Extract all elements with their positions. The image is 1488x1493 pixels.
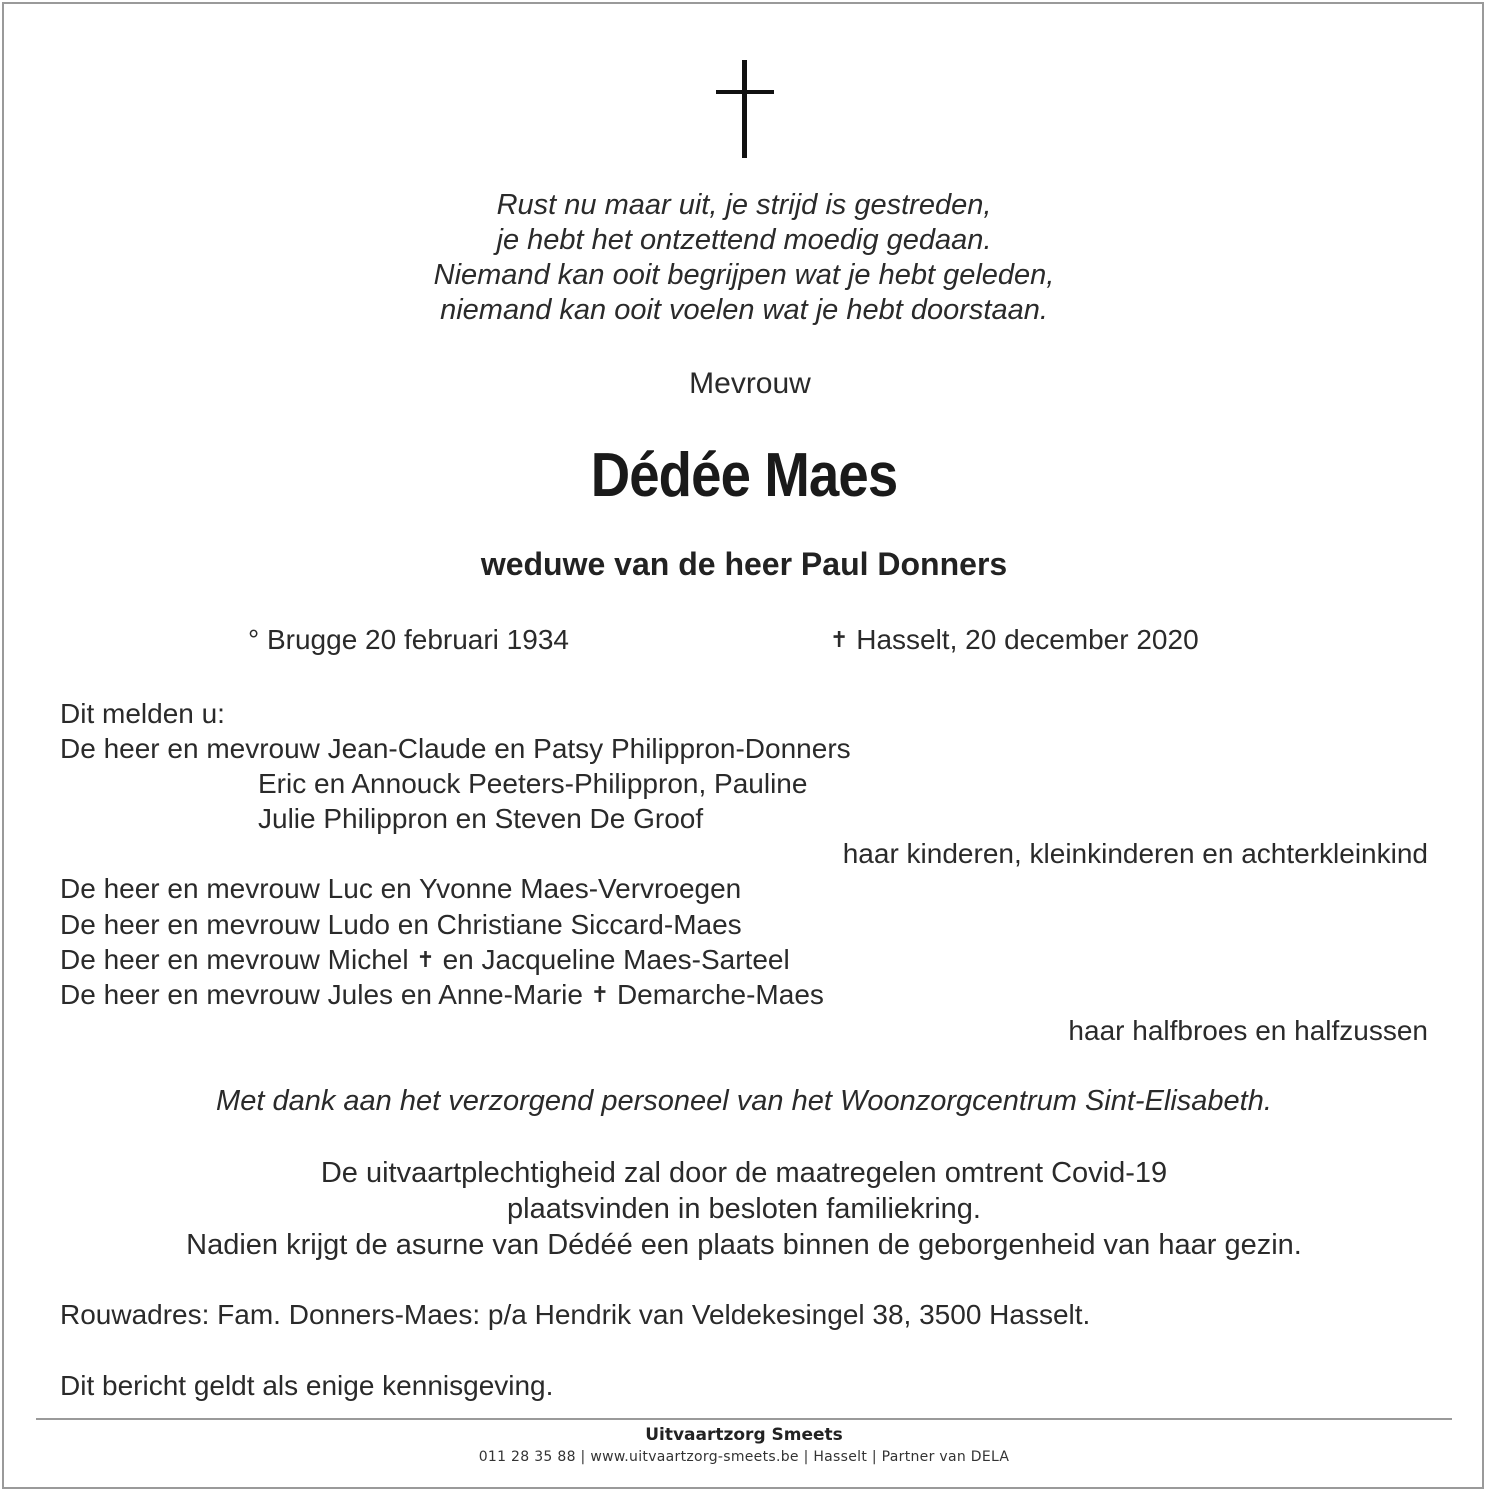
poem-line: niemand kan ooit voelen wat je hebt doorstaan. [440, 294, 1048, 326]
children-caption: haar kinderen, kleinkinderen en achterkleinkind [842, 838, 1428, 869]
death-date: Hasselt, 20 december 2020 [856, 624, 1199, 655]
deceased-name: Dédée Maes [590, 441, 898, 510]
half-sibling-line-4-part-2: Demarche-Maes [616, 979, 824, 1010]
grandchildren-line-1: Eric en Annouck Peeters-Philippron, Pauline [258, 768, 808, 799]
notice: Dit bericht geldt als enige kennisgeving. [60, 1370, 554, 1401]
deceased-cross-icon: ✝ [590, 982, 610, 1007]
cross-icon [716, 60, 774, 160]
half-sibling-line-4 [60, 977, 824, 1014]
poem-line: Niemand kan ooit begrijpen wat je hebt geleden, [433, 259, 1055, 291]
half-sibling-caption: haar halfbroes en halfzussen [1068, 1015, 1428, 1046]
death-cross-icon: ✝ [830, 627, 849, 652]
poem-line: je hebt het ontzettend moedig gedaan. [496, 224, 992, 256]
poem [0, 188, 1488, 328]
footer-divider [36, 1418, 1452, 1420]
children-line: De heer en mevrouw Jean-Claude en Patsy Philippron-Donners [60, 733, 851, 764]
half-sibling-line-3 [60, 942, 790, 979]
undertaker-contact: 011 28 35 88 | www.uitvaartzorg-smeets.be | Hasselt | Partner van DELA [478, 1449, 1010, 1465]
half-sibling-line-2: De heer en mevrouw Ludo en Christiane Siccard-Maes [60, 909, 742, 940]
thanks-note: Met dank aan het verzorgend personeel van het Woonzorgcentrum Sint-Elisabeth. [216, 1085, 1272, 1117]
poem-line: Rust nu maar uit, je strijd is gestreden, [496, 189, 992, 221]
ceremony-info [0, 1155, 1488, 1263]
half-sibling-line-3-part-1: De heer en mevrouw Michel [60, 944, 409, 975]
ceremony-line: Nadien krijgt de asurne van Dédéé een plaats binnen de geborgenheid van haar gezin. [186, 1229, 1302, 1261]
grandchildren-line-2: Julie Philippron en Steven De Groof [258, 803, 704, 834]
salutation: Mevrouw [689, 367, 811, 400]
ceremony-line: plaatsvinden in besloten familiekring. [507, 1193, 981, 1225]
half-sibling-line-4-part-1: De heer en mevrouw Jules en Anne-Marie [60, 979, 583, 1010]
birth-info: ° Brugge 20 februari 1934 [248, 624, 569, 655]
deceased-cross-icon: ✝ [416, 947, 435, 972]
announcement-intro: Dit melden u: [60, 698, 225, 729]
widow-of: weduwe van de heer Paul Donners [480, 546, 1008, 582]
undertaker-name: Uitvaartzorg Smeets [645, 1425, 843, 1445]
half-sibling-line-1: De heer en mevrouw Luc en Yvonne Maes-Vervroegen [60, 873, 742, 904]
half-sibling-line-3-part-2: en Jacqueline Maes-Sarteel [442, 944, 790, 975]
mourning-address: Rouwadres: Fam. Donners-Maes: p/a Hendrik van Veldekesingel 38, 3500 Hasselt. [60, 1299, 1091, 1330]
ceremony-line: De uitvaartplechtigheid zal door de maatregelen omtrent Covid-19 [320, 1157, 1168, 1189]
death-info [830, 624, 1199, 656]
